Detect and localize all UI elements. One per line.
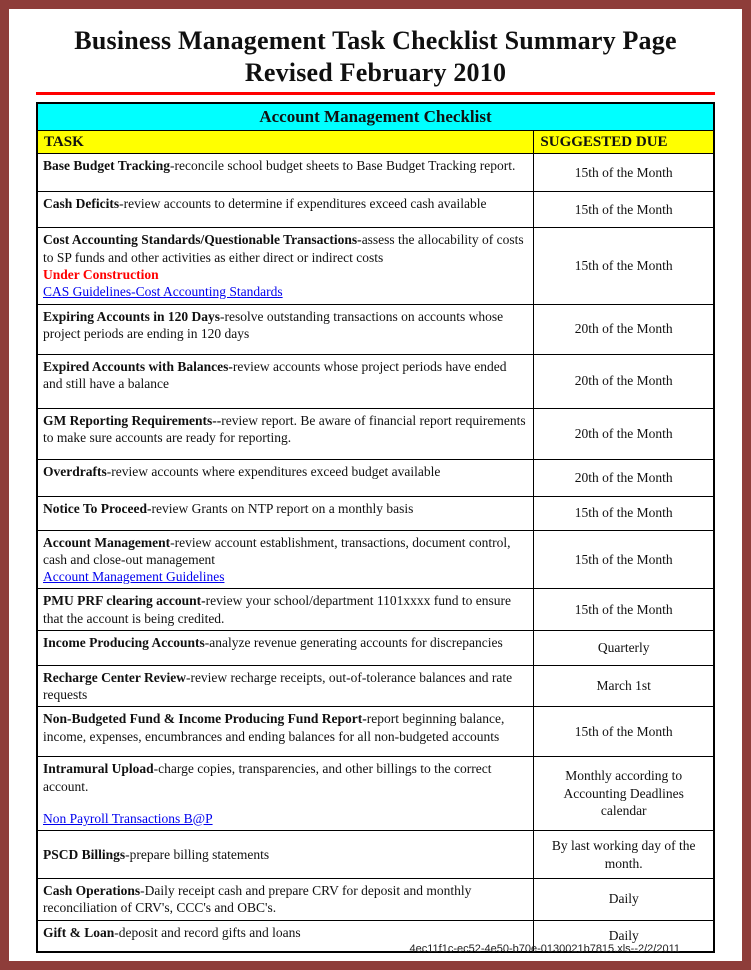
table-row [37,408,714,459]
due-cell: 15th of the Month [534,589,714,631]
table-row [37,630,714,665]
task-cell [37,665,534,707]
task-text: review your school/department 1101xxxx fund to ensure that the account is being credited. [43,593,512,626]
table-row [37,879,714,921]
task-text: Intramural Upload [43,761,154,777]
due-cell: 20th of the Month [534,354,714,408]
due-cell: By last working day of the month. [534,831,714,879]
task-text: -review accounts to determine if expenditures exceed cash available [119,196,487,212]
table-row [37,831,714,879]
due-cell: Quarterly [534,630,714,665]
task-line [43,412,527,447]
task-text: -review accounts where expenditures exceed budget available [106,463,441,479]
table-row [37,354,714,408]
task-text: -analyze revenue generating accounts for discrepancies [204,634,503,650]
task-text: Notice To Proceed- [43,500,152,516]
task-line [43,568,527,585]
task-text: Account Management [43,534,171,550]
task-line [43,669,527,704]
task-cell [37,589,534,631]
task-cell [37,304,534,354]
document-page [9,9,742,961]
task-text: Base Budget Tracking [43,158,171,174]
task-text: PMU PRF clearing account- [43,593,206,609]
due-cell: 15th of the Month [534,496,714,530]
task-text: -Daily receipt cash and prepare CRV for deposit and monthly reconciliation of CRV's, CCC's and OBC's. [43,883,472,916]
due-cell: 20th of the Month [534,459,714,496]
task-line [43,195,527,212]
table-row [37,154,714,192]
task-text: report beginning balance, income, expenses, encumbrances and ending balances for all non-budgeted accounts [43,711,505,744]
table-row [37,665,714,707]
task-line [43,283,527,300]
task-text: GM Reporting Requirements-- [43,412,222,428]
task-text: PSCD Billings [43,846,126,862]
task-text: review Grants on NTP report on a monthly basis [151,500,414,516]
table-row [37,228,714,304]
task-line [43,534,527,569]
due-cell: 15th of the Month [534,530,714,589]
task-line [43,846,527,863]
due-cell: Daily [534,879,714,921]
task-text: Overdrafts [43,463,107,479]
due-cell: 15th of the Month [534,154,714,192]
task-text: Cash Operations [43,883,141,898]
task-text: Income Producing Accounts [43,634,205,650]
task-text: -prepare billing statements [125,846,270,862]
table-row [37,496,714,530]
checklist-table [36,102,715,953]
task-text: Recharge Center Review [43,669,186,685]
task-line [43,634,527,651]
table-title: Account Management Checklist [37,103,714,131]
table-row [37,589,714,631]
table-row [37,192,714,228]
task-line [43,795,527,810]
task-link[interactable]: CAS Guidelines-Cost Accounting Standards [43,284,283,300]
task-text: Gift & Loan [43,924,115,940]
task-text: Expired Accounts with Balances- [43,358,233,374]
table-row [37,757,714,831]
task-link[interactable]: Account Management Guidelines [43,569,225,585]
document-footer: 4ec11f1c-ec52-4e50-b70e-0130021b7815.xls--2/2/2011 [409,943,680,955]
due-cell: 15th of the Month [534,192,714,228]
task-text: -review recharge receipts, out-of-tolerance balances and rate requests [43,669,513,703]
page-title [9,25,742,88]
task-cell [37,408,534,459]
page-title-line1: Business Management Task Checklist Summary Page [74,26,677,55]
column-header-row [37,131,714,154]
due-cell: Monthly according to Accounting Deadlines calendar [534,757,714,831]
task-text: assess the allocability of costs to SP funds and other activities as either direct or indirect costs [43,232,524,265]
task-line [43,810,527,827]
table-row [37,304,714,354]
task-link[interactable]: Non Payroll Transactions B@P [43,810,213,826]
task-text: review accounts whose project periods have ended and still have a balance [43,358,507,391]
table-title-row [37,103,714,131]
table-row [37,459,714,496]
task-text: Cost Accounting Standards/Questionable Transactions- [43,232,362,248]
task-line [43,231,527,266]
task-text: review report. Be aware of financial report requirements to make sure accounts are ready for reporting. [43,412,526,445]
task-line [43,710,527,745]
task-text: -reconcile school budget sheets to Base Budget Tracking report. [170,158,516,174]
task-cell [37,530,534,589]
task-line [43,266,527,283]
table-row [37,707,714,757]
task-cell [37,496,534,530]
due-cell: Daily [534,920,714,952]
due-cell: 20th of the Month [534,304,714,354]
task-text: -charge copies, transparencies, and other billings to the correct account. [43,761,492,794]
column-header-due: SUGGESTED DUE [534,131,714,154]
task-line [43,760,527,795]
task-line [43,592,527,627]
task-text: Non-Budgeted Fund & Income Producing Fund Report- [43,711,367,727]
task-line [43,500,527,517]
task-cell [37,459,534,496]
task-text: Cash Deficits [43,196,120,212]
checklist-body [37,154,714,952]
task-cell [37,192,534,228]
task-cell [37,757,534,831]
task-cell [37,831,534,879]
task-line [43,308,527,343]
task-cell [37,228,534,304]
task-line [43,358,527,393]
due-cell: 20th of the Month [534,408,714,459]
task-text: Under Construction [43,266,159,282]
due-cell: 15th of the Month [534,707,714,757]
column-header-task: TASK [37,131,534,154]
title-divider [36,92,715,95]
task-cell [37,879,534,921]
task-text: -deposit and record gifts and loans [114,924,301,940]
task-cell [37,154,534,192]
task-cell [37,630,534,665]
due-cell: 15th of the Month [534,228,714,304]
page-title-line2: Revised February 2010 [244,57,507,87]
due-cell: March 1st [534,665,714,707]
task-line [43,463,527,480]
task-line [43,157,527,174]
task-cell [37,354,534,408]
task-text: -resolve outstanding transactions on accounts whose project periods are ending in 120 days [43,308,504,341]
table-row [37,530,714,589]
task-line [43,924,527,941]
task-line [43,882,527,917]
task-text: Expiring Accounts in 120 Days [43,308,221,324]
task-text: -review account establishment, transactions, document control, cash and close-out management [43,534,511,567]
task-cell [37,707,534,757]
